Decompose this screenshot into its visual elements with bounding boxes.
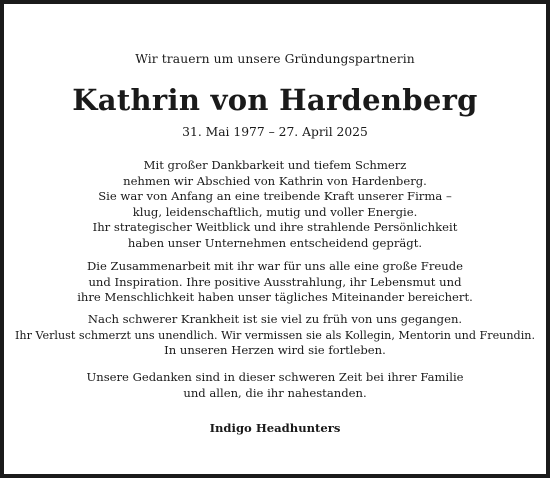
text-line: Ihr Verlust schmerzt uns unendlich. Wir vermissen sie als Kollegin, Mentorin und Freundin. xyxy=(14,328,535,342)
text-line: klug, leidenschaftlich, mutig und voller Energie. xyxy=(132,204,418,219)
text-line: Mit großer Dankbarkeit und tiefem Schmerz xyxy=(143,158,407,172)
text-line: haben unser Unternehmen entscheidend geprägt. xyxy=(127,235,423,250)
text-line: In unseren Herzen wird sie fortleben. xyxy=(164,343,386,358)
text-line: Nach schwerer Krankheit ist sie viel zu früh von uns gegangen. xyxy=(87,312,463,326)
life-dates: 31. Mai 1977 – 27. April 2025 xyxy=(182,125,368,139)
intro-line: Wir trauern um unsere Gründungspartnerin xyxy=(135,52,415,66)
text-line: nehmen wir Abschied von Kathrin von Hardenberg. xyxy=(123,173,427,188)
text-line: Ihr strategischer Weitblick und ihre strahlende Persönlichkeit xyxy=(92,220,458,235)
text-line: und Inspiration. Ihre positive Ausstrahlung, ihr Lebensmut und xyxy=(88,274,462,289)
paragraph-family xyxy=(4,370,546,401)
text-line: und allen, die ihr nahestanden. xyxy=(183,385,367,400)
paragraph-collaboration xyxy=(4,259,546,306)
text-line: Die Zusammenarbeit mit ihr war für uns alle eine große Freude xyxy=(87,259,463,273)
paragraph-loss xyxy=(4,312,546,359)
notice-content xyxy=(4,4,546,474)
text-line: Sie war von Anfang an eine treibende Kraft unserer Firma – xyxy=(98,189,452,204)
text-line: ihre Menschlichkeit haben unser tägliches Miteinander bereichert. xyxy=(77,290,473,305)
company-signature: Indigo Headhunters xyxy=(209,421,341,435)
text-line: Unsere Gedanken sind in dieser schweren Zeit bei ihrer Familie xyxy=(86,370,464,384)
paragraph-tribute xyxy=(4,158,546,252)
deceased-name: Kathrin von Hardenberg xyxy=(72,83,478,117)
